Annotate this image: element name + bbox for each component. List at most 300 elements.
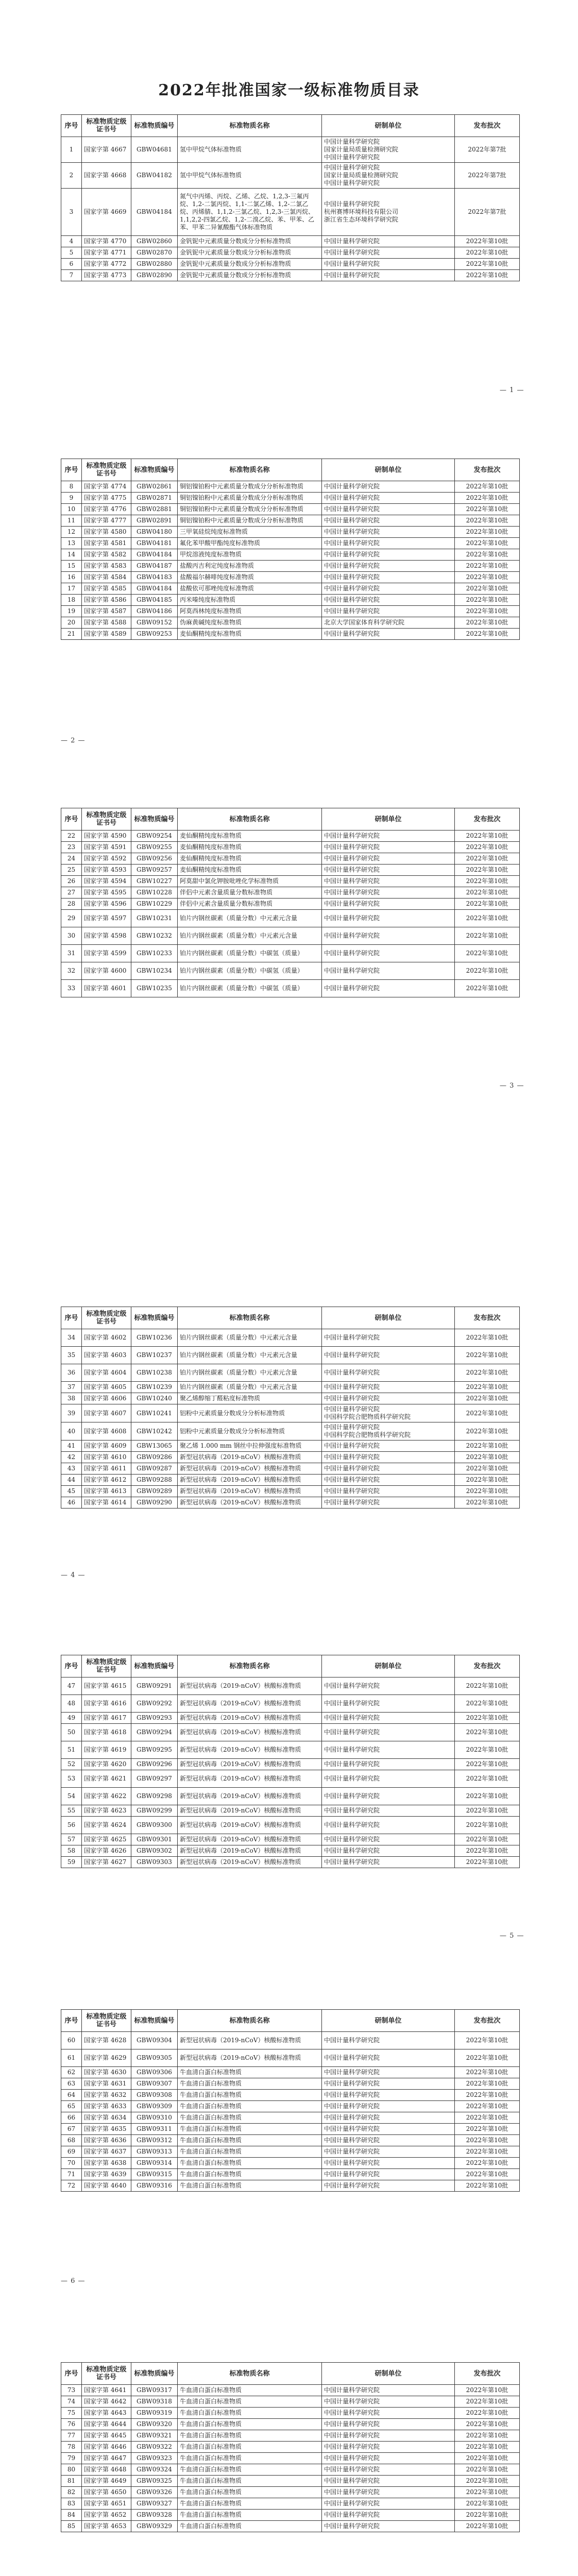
table-cell: 67	[61, 2124, 82, 2135]
table-cell: 国家字第 4604	[82, 1364, 131, 1382]
table-cell: GBW09329	[131, 2521, 178, 2532]
table-cell: GBW10237	[131, 1347, 178, 1364]
table-row	[61, 2124, 520, 2135]
table-cell: GBW10229	[131, 899, 178, 910]
table-header-row	[61, 1307, 520, 1329]
table-cell: 15	[61, 561, 82, 572]
table-cell: 2022年第10批	[455, 259, 520, 270]
table-cell: 铂片内钢丝碳素（质量分数）中元素元含量	[178, 1382, 322, 1393]
table-cell: 2022年第7批	[455, 137, 520, 163]
table-cell: 牛血清白蛋白标准物质	[178, 2442, 322, 2453]
table-cell: 中国计量科学研究院	[322, 1770, 455, 1788]
table-cell: 中国计量科学研究院 中国科学院合肥物质科学研究院	[322, 1404, 455, 1422]
table-cell: 国家字第 4599	[82, 945, 131, 962]
table-cell: 铜铝镍铂粉中元素质量分数成分分析标准物质	[178, 504, 322, 515]
table-cell: 国家字第 4771	[82, 247, 131, 259]
table-cell: GBW10240	[131, 1393, 178, 1404]
table-cell: 中国计量科学研究院	[322, 910, 455, 927]
table-cell: 25	[61, 865, 82, 876]
table-cell: 85	[61, 2521, 82, 2532]
table-cell: 牛血清白蛋白标准物质	[178, 2408, 322, 2419]
column-header: 标准物质定级证书号	[82, 1307, 131, 1329]
table-cell: 国家字第 4649	[82, 2476, 131, 2487]
table-row	[61, 2078, 520, 2090]
table-cell: 国家字第 4774	[82, 481, 131, 493]
table-cell: 盐酸依可那唑纯度标准物质	[178, 583, 322, 595]
table-cell: GBW09291	[131, 1677, 178, 1695]
table-cell: 中国计量科学研究院	[322, 2419, 455, 2430]
table-cell: 国家字第 4598	[82, 927, 131, 945]
table-cell: GBW09315	[131, 2169, 178, 2180]
table-cell: 国家字第 4772	[82, 259, 131, 270]
table-cell: 59	[61, 1857, 82, 1868]
table-cell: 中国计量科学研究院	[322, 493, 455, 504]
table-cell: 国家字第 4770	[82, 236, 131, 247]
table-cell: 国家字第 4668	[82, 163, 131, 189]
table-cell: 中国计量科学研究院	[322, 2408, 455, 2419]
table-cell: 2022年第10批	[455, 527, 520, 538]
table-cell: 国家字第 4590	[82, 831, 131, 842]
table-cell: 54	[61, 1788, 82, 1805]
table-cell: 国家字第 4667	[82, 137, 131, 163]
table-cell: 57	[61, 1834, 82, 1845]
column-header: 研制单位	[322, 459, 455, 481]
table-cell: 29	[61, 910, 82, 927]
table-cell: 2022年第10批	[455, 899, 520, 910]
table-cell: 2022年第10批	[455, 2385, 520, 2396]
table-cell: 48	[61, 1695, 82, 1713]
table-cell: GBW09328	[131, 2510, 178, 2521]
table-cell: 2022年第10批	[455, 572, 520, 583]
table-cell: GBW09304	[131, 2032, 178, 2049]
table-cell: 新型冠状病毒（2019-nCoV）核酸标准物质	[178, 1486, 322, 1497]
table-cell: GBW09296	[131, 1759, 178, 1770]
table-row	[61, 493, 520, 504]
table-cell: 中国计量科学研究院	[322, 2430, 455, 2442]
table-cell: GBW09305	[131, 2049, 178, 2067]
table-cell: 国家字第 4635	[82, 2124, 131, 2135]
table-cell: 牛血清白蛋白标准物质	[178, 2124, 322, 2135]
table-cell: 国家字第 4606	[82, 1393, 131, 1404]
table-cell: 中国计量科学研究院	[322, 2464, 455, 2476]
table-cell: GBW09326	[131, 2487, 178, 2498]
table-cell: 中国计量科学研究院	[322, 962, 455, 980]
column-header: 标准物质编号	[131, 459, 178, 481]
table-cell: GBW09292	[131, 1695, 178, 1713]
table-cell: GBW02880	[131, 259, 178, 270]
table-cell: 伪麻黄碱纯度标准物质	[178, 617, 322, 629]
table-cell: 2022年第10批	[455, 1382, 520, 1393]
table-row	[61, 137, 520, 163]
table-cell: 新型冠状病毒（2019-nCoV）核酸标准物质	[178, 2049, 322, 2067]
table-cell: 2	[61, 163, 82, 189]
table-cell: 2022年第10批	[455, 962, 520, 980]
table-cell: 2022年第10批	[455, 1724, 520, 1741]
table-cell: 39	[61, 1404, 82, 1422]
table-cell: 中国计量科学研究院	[322, 572, 455, 583]
table-cell: 74	[61, 2396, 82, 2408]
column-header: 标准物质编号	[131, 2010, 178, 2032]
table-cell: 中国计量科学研究院	[322, 2180, 455, 2192]
table-cell: 国家字第 4592	[82, 853, 131, 865]
table-cell: 国家字第 4586	[82, 595, 131, 606]
table-cell: 铂片内钢丝碳素（质量分数）中元素元含量	[178, 1347, 322, 1364]
table-cell: 中国计量科学研究院 中国科学院合肥物质科学研究院	[322, 1422, 455, 1440]
table-cell: 83	[61, 2498, 82, 2510]
table-row	[61, 2101, 520, 2112]
table-cell: 2022年第10批	[455, 1404, 520, 1422]
table-cell: 2022年第10批	[455, 2124, 520, 2135]
table-cell: GBW09316	[131, 2180, 178, 2192]
table-cell: 2022年第10批	[455, 980, 520, 997]
column-header: 发布批次	[455, 808, 520, 831]
column-header: 序号	[61, 808, 82, 831]
table-row	[61, 842, 520, 853]
table-row	[61, 2032, 520, 2049]
table-cell: 34	[61, 1329, 82, 1347]
table-cell: 中国计量科学研究院	[322, 2112, 455, 2124]
table-cell: 金钒铌中元素质量分数成分分析标准物质	[178, 259, 322, 270]
table-cell: 伴侣中元素含量质量分数标准物质	[178, 887, 322, 899]
table-row	[61, 2453, 520, 2464]
table-cell: 2022年第10批	[455, 1452, 520, 1463]
table-cell: 60	[61, 2032, 82, 2049]
table-cell: 中国计量科学研究院	[322, 2067, 455, 2078]
table-cell: 2022年第10批	[455, 583, 520, 595]
table-row	[61, 887, 520, 899]
table-cell: GBW09255	[131, 842, 178, 853]
table-cell: GBW09317	[131, 2385, 178, 2396]
table-cell: 2022年第10批	[455, 2464, 520, 2476]
table-cell: GBW04184	[131, 189, 178, 236]
table-cell: 国家字第 4652	[82, 2510, 131, 2521]
table-cell: 中国计量科学研究院	[322, 1759, 455, 1770]
table-cell: 2022年第10批	[455, 1695, 520, 1713]
table-cell: 新型冠状病毒（2019-nCoV）核酸标准物质	[178, 1817, 322, 1834]
table-cell: 中国计量科学研究院	[322, 1364, 455, 1382]
table-cell: 2022年第10批	[455, 1805, 520, 1817]
table-cell: 45	[61, 1486, 82, 1497]
table-cell: 国家字第 4581	[82, 538, 131, 549]
table-cell: 国家字第 4602	[82, 1329, 131, 1347]
table-cell: GBW09323	[131, 2453, 178, 2464]
table-cell: 4	[61, 236, 82, 247]
table-row	[61, 1404, 520, 1422]
table-cell: 2022年第10批	[455, 481, 520, 493]
table-row	[61, 236, 520, 247]
table-cell: 铂片内钢丝碳素（质量分数）中元素元含量	[178, 910, 322, 927]
table-cell: 69	[61, 2146, 82, 2158]
table-cell: 75	[61, 2408, 82, 2419]
table-row	[61, 1741, 520, 1759]
table-cell: 中国计量科学研究院	[322, 1713, 455, 1724]
table-cell: GBW09310	[131, 2112, 178, 2124]
table-cell: 41	[61, 1440, 82, 1452]
table-cell: 78	[61, 2442, 82, 2453]
table-cell: 2022年第10批	[455, 2067, 520, 2078]
column-header: 标准物质编号	[131, 808, 178, 831]
table-cell: 铂片内钢丝碳素（质量分数）中元素元含量	[178, 927, 322, 945]
table-cell: 46	[61, 1497, 82, 1509]
table-cell: GBW09256	[131, 853, 178, 865]
table-cell: 2022年第10批	[455, 247, 520, 259]
table-cell: 国家字第 4618	[82, 1724, 131, 1741]
table-cell: 中国计量科学研究院	[322, 2158, 455, 2169]
table-cell: 27	[61, 887, 82, 899]
table-row	[61, 945, 520, 962]
table-cell: 33	[61, 980, 82, 997]
table-cell: 49	[61, 1713, 82, 1724]
table-cell: 牛血清白蛋白标准物质	[178, 2510, 322, 2521]
table-row	[61, 504, 520, 515]
table-cell: 新型冠状病毒（2019-nCoV）核酸标准物质	[178, 1677, 322, 1695]
table-cell: 2022年第10批	[455, 561, 520, 572]
table-cell: 国家字第 4638	[82, 2158, 131, 2169]
table-cell: 2022年第10批	[455, 927, 520, 945]
table-cell: 牛血清白蛋白标准物质	[178, 2464, 322, 2476]
table-cell: 7	[61, 270, 82, 281]
table-cell: 63	[61, 2078, 82, 2090]
table-cell: 13	[61, 538, 82, 549]
table-row	[61, 538, 520, 549]
table-row	[61, 1759, 520, 1770]
table-cell: GBW04681	[131, 137, 178, 163]
table-cell: 中国计量科学研究院	[322, 1724, 455, 1741]
table-cell: GBW09290	[131, 1497, 178, 1509]
table-cell: 国家字第 4646	[82, 2442, 131, 2453]
table-cell: 金钒铌中元素质量分数成分分析标准物质	[178, 247, 322, 259]
table-cell: 中国计量科学研究院	[322, 595, 455, 606]
table-header-row	[61, 459, 520, 481]
table-cell: GBW02871	[131, 493, 178, 504]
table-cell: GBW02891	[131, 515, 178, 527]
table-cell: 2022年第10批	[455, 493, 520, 504]
table-cell: 国家字第 4619	[82, 1741, 131, 1759]
column-header: 研制单位	[322, 1307, 455, 1329]
column-header: 标准物质编号	[131, 1655, 178, 1677]
table-row	[61, 2067, 520, 2078]
table-cell: 2022年第10批	[455, 538, 520, 549]
column-header: 发布批次	[455, 115, 520, 137]
table-cell: 14	[61, 549, 82, 561]
table-cell: 国家字第 4647	[82, 2453, 131, 2464]
column-header: 标准物质定级证书号	[82, 459, 131, 481]
table-cell: 氢中甲烷气体标准物质	[178, 137, 322, 163]
table-row	[61, 583, 520, 595]
table-cell: 牛血清白蛋白标准物质	[178, 2396, 322, 2408]
table-cell: 中国计量科学研究院	[322, 2498, 455, 2510]
table-cell: 中国计量科学研究院	[322, 1817, 455, 1834]
table-cell: 牛血清白蛋白标准物质	[178, 2430, 322, 2442]
table-row	[61, 1770, 520, 1788]
table-cell: 牛血清白蛋白标准物质	[178, 2169, 322, 2180]
table-header-row	[61, 1655, 520, 1677]
table-row	[61, 1845, 520, 1857]
table-cell: GBW09288	[131, 1475, 178, 1486]
table-cell: 51	[61, 1741, 82, 1759]
table-cell: 77	[61, 2430, 82, 2442]
catalog-table	[61, 2009, 520, 2192]
table-cell: 国家字第 4629	[82, 2049, 131, 2067]
table-row	[61, 2112, 520, 2124]
table-cell: 国家字第 4623	[82, 1805, 131, 1817]
column-header: 研制单位	[322, 115, 455, 137]
table-cell: 国家字第 4628	[82, 2032, 131, 2049]
table-cell: 麦仙酮精纯度标准物质	[178, 865, 322, 876]
table-cell: 国家字第 4642	[82, 2396, 131, 2408]
table-cell: 中国计量科学研究院	[322, 1805, 455, 1817]
table-cell: 新型冠状病毒（2019-nCoV）核酸标准物质	[178, 1845, 322, 1857]
column-header: 研制单位	[322, 808, 455, 831]
table-cell: 19	[61, 606, 82, 617]
table-cell: GBW10227	[131, 876, 178, 887]
table-cell: 中国计量科学研究院	[322, 1845, 455, 1857]
table-row	[61, 2521, 520, 2532]
table-cell: 国家字第 4627	[82, 1857, 131, 1868]
table-row	[61, 2487, 520, 2498]
table-row	[61, 899, 520, 910]
table-cell: 38	[61, 1393, 82, 1404]
table-cell: 71	[61, 2169, 82, 2180]
table-header-row	[61, 115, 520, 137]
table-cell: 国家字第 4605	[82, 1382, 131, 1393]
table-cell: 国家字第 4587	[82, 606, 131, 617]
table-cell: 国家字第 4625	[82, 1834, 131, 1845]
table-cell: 53	[61, 1770, 82, 1788]
page-number: — 3 —	[500, 1082, 524, 1090]
table-cell: 牛血清白蛋白标准物质	[178, 2090, 322, 2101]
table-row	[61, 1452, 520, 1463]
page-number: — 4 —	[61, 1571, 86, 1579]
table-cell: 2022年第10批	[455, 2510, 520, 2521]
table-cell: 中国计量科学研究院	[322, 876, 455, 887]
table-cell: 52	[61, 1759, 82, 1770]
table-cell: 2022年第10批	[455, 831, 520, 842]
table-cell: 中国计量科学研究院 国家计量局质量检测研究院 中国计量科学研究院	[322, 137, 455, 163]
table-row	[61, 561, 520, 572]
table-row	[61, 1475, 520, 1486]
table-cell: 22	[61, 831, 82, 842]
column-header: 序号	[61, 2363, 82, 2385]
table-cell: 麦仙酮精纯度标准物质	[178, 629, 322, 640]
table-cell: 2022年第10批	[455, 2419, 520, 2430]
table-row	[61, 2464, 520, 2476]
table-cell: 中国计量科学研究院	[322, 2396, 455, 2408]
table-cell: 麦仙酮精纯度标准物质	[178, 831, 322, 842]
column-header: 研制单位	[322, 2363, 455, 2385]
table-cell: 65	[61, 2101, 82, 2112]
table-cell: 牛血清白蛋白标准物质	[178, 2385, 322, 2396]
table-cell: 国家字第 4589	[82, 629, 131, 640]
table-cell: GBW09289	[131, 1486, 178, 1497]
table-cell: 牛血清白蛋白标准物质	[178, 2146, 322, 2158]
table-cell: 中国计量科学研究院	[322, 270, 455, 281]
table-cell: GBW09322	[131, 2442, 178, 2453]
table-cell: 国家字第 4585	[82, 583, 131, 595]
table-cell: 中国计量科学研究院	[322, 606, 455, 617]
table-cell: GBW10231	[131, 910, 178, 927]
table-cell: 2022年第10批	[455, 2408, 520, 2419]
table-cell: 国家字第 4634	[82, 2112, 131, 2124]
table-cell: GBW09318	[131, 2396, 178, 2408]
table-cell: GBW09152	[131, 617, 178, 629]
table-cell: GBW02890	[131, 270, 178, 281]
table-row	[61, 617, 520, 629]
table-cell: 20	[61, 617, 82, 629]
table-row	[61, 1329, 520, 1347]
table-cell: 42	[61, 1452, 82, 1463]
page-number: — 5 —	[500, 1932, 524, 1940]
table-row	[61, 2135, 520, 2146]
table-row	[61, 853, 520, 865]
table-row	[61, 980, 520, 997]
table-row	[61, 831, 520, 842]
table-cell: 8	[61, 481, 82, 493]
table-cell: 丙米嗪纯度标准物质	[178, 595, 322, 606]
table-cell: 2022年第10批	[455, 1817, 520, 1834]
table-cell: 国家字第 4611	[82, 1463, 131, 1475]
table-cell: 国家字第 4580	[82, 527, 131, 538]
table-cell: GBW09293	[131, 1713, 178, 1724]
table-cell: GBW04181	[131, 538, 178, 549]
table-cell: 国家字第 4645	[82, 2430, 131, 2442]
table-cell: GBW09308	[131, 2090, 178, 2101]
table-cell: 2022年第10批	[455, 1440, 520, 1452]
table-row	[61, 1857, 520, 1868]
table-cell: 国家字第 4610	[82, 1452, 131, 1463]
table-cell: 中国计量科学研究院	[322, 2135, 455, 2146]
table-row	[61, 1695, 520, 1713]
table-row	[61, 1724, 520, 1741]
table-cell: 2022年第10批	[455, 2146, 520, 2158]
table-cell: GBW10236	[131, 1329, 178, 1347]
table-cell: 37	[61, 1382, 82, 1393]
table-cell: 铂片内钢丝碳素（质量分数）中碳氢（质量）	[178, 962, 322, 980]
table-cell: GBW09307	[131, 2078, 178, 2090]
table-cell: 中国计量科学研究院	[322, 831, 455, 842]
table-cell: 36	[61, 1364, 82, 1382]
table-cell: GBW10234	[131, 962, 178, 980]
table-cell: GBW13065	[131, 1440, 178, 1452]
table-cell: 26	[61, 876, 82, 887]
table-row	[61, 2510, 520, 2521]
column-header: 发布批次	[455, 459, 520, 481]
table-cell: 2022年第10批	[455, 1677, 520, 1695]
table-cell: 66	[61, 2112, 82, 2124]
table-row	[61, 2090, 520, 2101]
table-cell: 金钒铌中元素质量分数成分分析标准物质	[178, 270, 322, 281]
table-row	[61, 2049, 520, 2067]
table-cell: 国家字第 4669	[82, 189, 131, 236]
table-cell: 2022年第10批	[455, 270, 520, 281]
table-cell: 聚乙烯醇缩丁醛粘度标准物质	[178, 1393, 322, 1404]
table-row	[61, 2396, 520, 2408]
table-cell: 盐酸福尔赫啡纯度标准物质	[178, 572, 322, 583]
table-cell: 中国计量科学研究院	[322, 2521, 455, 2532]
table-cell: 中国计量科学研究院	[322, 2090, 455, 2101]
table-cell: 中国计量科学研究院	[322, 1788, 455, 1805]
table-cell: 国家字第 4614	[82, 1497, 131, 1509]
table-cell: 58	[61, 1845, 82, 1857]
table-cell: 国家字第 4626	[82, 1845, 131, 1857]
table-cell: 牛血清白蛋白标准物质	[178, 2476, 322, 2487]
table-cell: 2022年第10批	[455, 549, 520, 561]
table-cell: 43	[61, 1463, 82, 1475]
table-row	[61, 595, 520, 606]
table-cell: 3	[61, 189, 82, 236]
column-header: 研制单位	[322, 1655, 455, 1677]
table-cell: 84	[61, 2510, 82, 2521]
